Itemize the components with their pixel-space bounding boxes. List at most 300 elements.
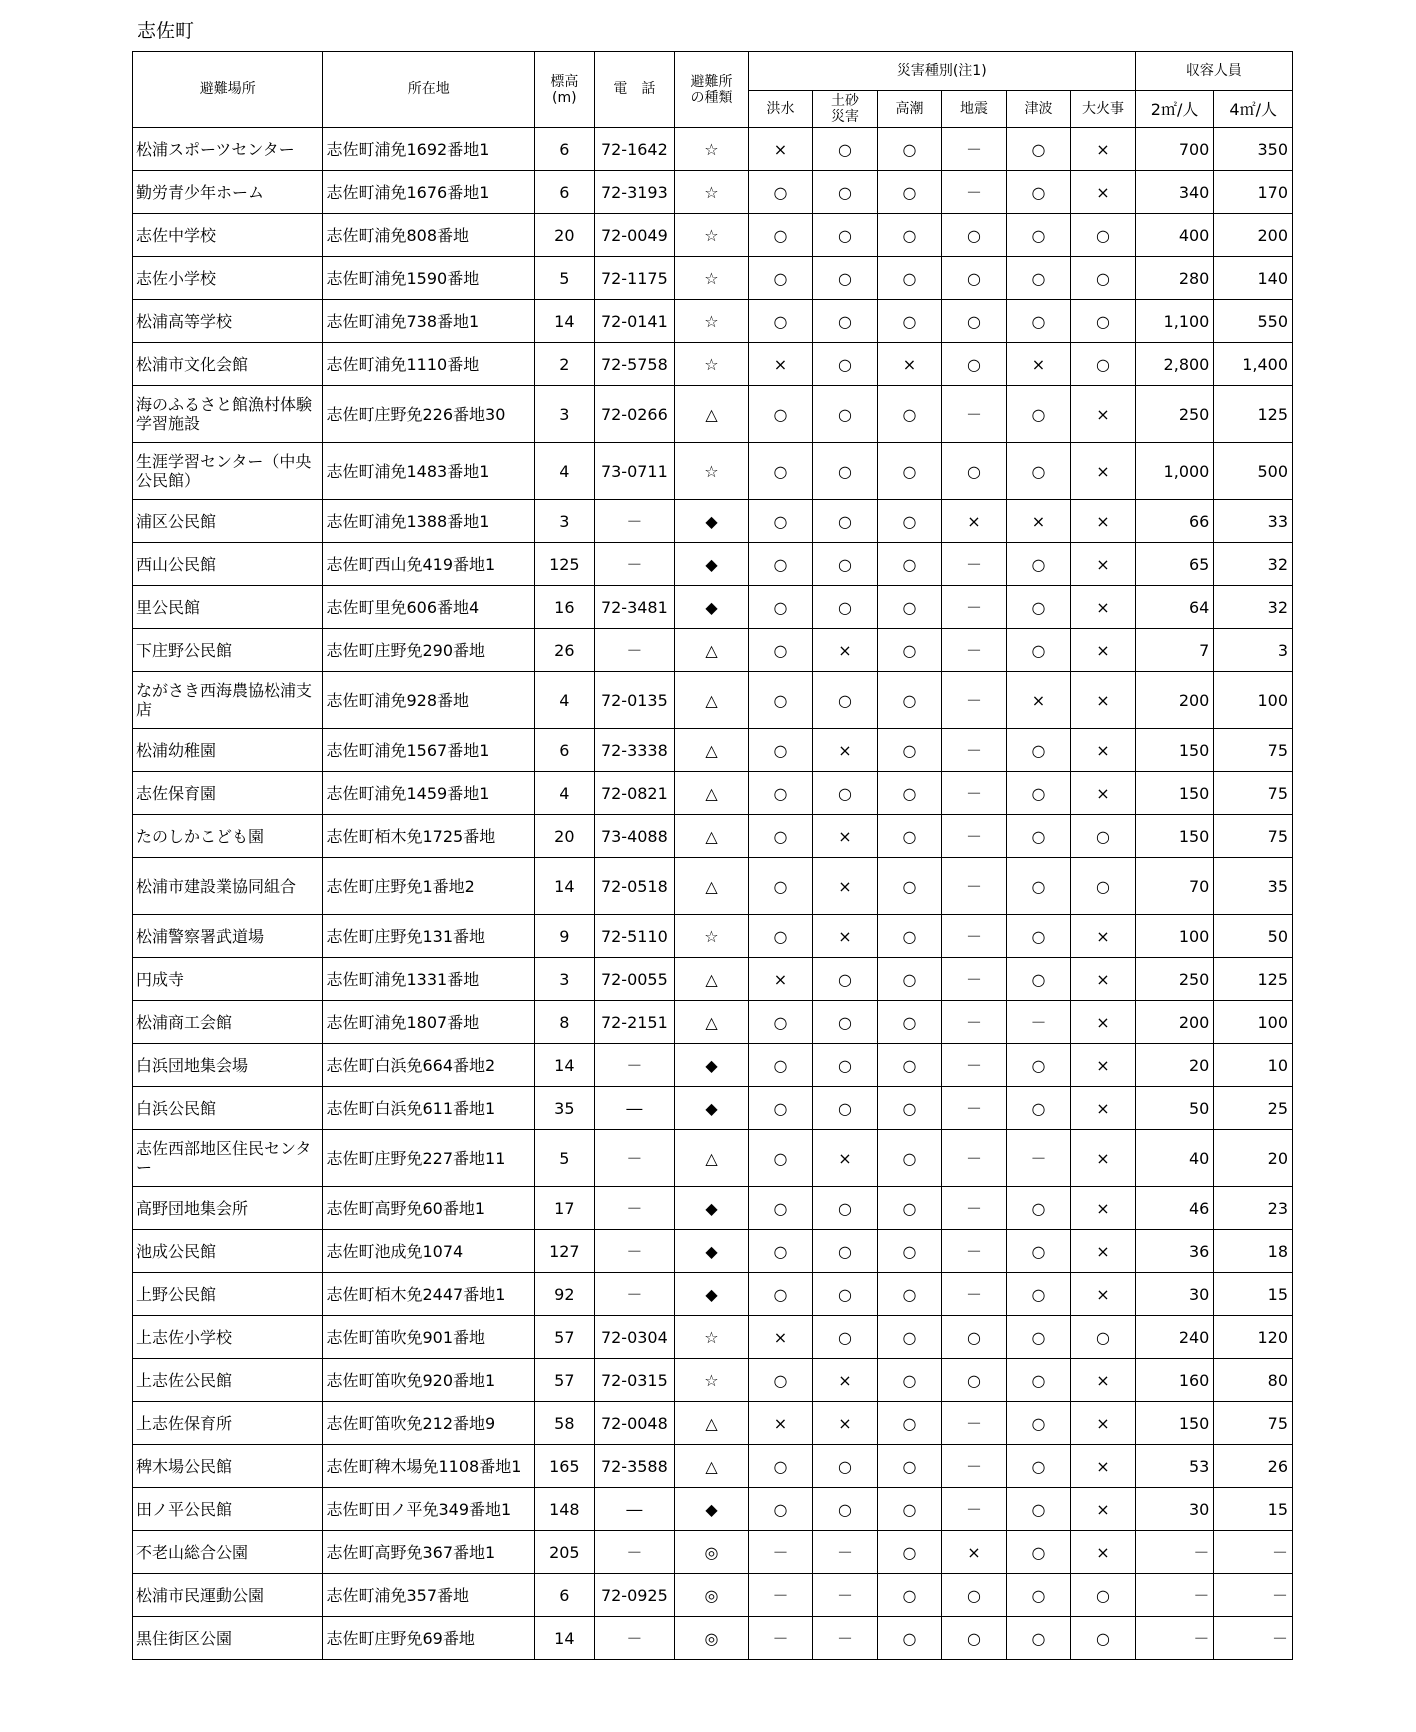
disaster-flag: ○ (813, 128, 878, 171)
capacity-4sqm: 15 (1214, 1488, 1293, 1531)
table-row (133, 1316, 1293, 1359)
shelter-elevation: 6 (535, 1574, 594, 1617)
shelter-phone: 72-2151 (594, 1001, 675, 1044)
capacity-4sqm: 32 (1214, 543, 1293, 586)
shelter-elevation: 8 (535, 1001, 594, 1044)
disaster-flag: ○ (1006, 858, 1071, 915)
capacity-4sqm: 75 (1214, 815, 1293, 858)
disaster-flag: ○ (877, 1273, 942, 1316)
shelter-name: 黒住街区公園 (133, 1617, 323, 1660)
capacity-2sqm: 1,000 (1135, 443, 1214, 500)
shelter-address: 志佐町庄野免131番地 (323, 915, 535, 958)
disaster-flag: ○ (748, 171, 813, 214)
shelter-elevation: 6 (535, 729, 594, 772)
shelter-elevation: 35 (535, 1087, 594, 1130)
shelter-name: 松浦市文化会館 (133, 343, 323, 386)
header-phone: 電 話 (594, 52, 675, 128)
shelter-phone: ― (594, 1087, 675, 1130)
capacity-4sqm: 15 (1214, 1273, 1293, 1316)
disaster-flag: ○ (942, 1359, 1007, 1402)
disaster-flag: ○ (1006, 958, 1071, 1001)
shelter-name: 志佐西部地区住民センター (133, 1130, 323, 1187)
shelter-type-symbol: △ (675, 672, 749, 729)
capacity-2sqm: 64 (1135, 586, 1214, 629)
disaster-flag: × (1071, 1531, 1136, 1574)
shelter-elevation: 3 (535, 958, 594, 1001)
table-row (133, 915, 1293, 958)
capacity-4sqm: 3 (1214, 629, 1293, 672)
disaster-flag: ○ (748, 1044, 813, 1087)
shelter-address: 志佐町田ノ平免349番地1 (323, 1488, 535, 1531)
disaster-flag: ○ (877, 815, 942, 858)
disaster-flag: － (942, 171, 1007, 214)
shelter-address: 志佐町笛吹免920番地1 (323, 1359, 535, 1402)
disaster-flag: × (1071, 1273, 1136, 1316)
disaster-flag: ○ (748, 1445, 813, 1488)
shelter-elevation: 57 (535, 1359, 594, 1402)
disaster-flag: ○ (748, 1488, 813, 1531)
capacity-4sqm: 80 (1214, 1359, 1293, 1402)
table-row (133, 1087, 1293, 1130)
shelter-address: 志佐町池成免1074 (323, 1230, 535, 1273)
shelter-elevation: 16 (535, 586, 594, 629)
shelter-phone: 72-3481 (594, 586, 675, 629)
capacity-2sqm: 65 (1135, 543, 1214, 586)
disaster-flag: ○ (877, 729, 942, 772)
disaster-flag: × (942, 1531, 1007, 1574)
capacity-2sqm: 70 (1135, 858, 1214, 915)
shelter-phone: ― (594, 1488, 675, 1531)
header-capacity-0: 2㎡/人 (1135, 91, 1214, 128)
shelter-name: 上野公民館 (133, 1273, 323, 1316)
disaster-flag: ○ (942, 1617, 1007, 1660)
disaster-flag: ○ (942, 1316, 1007, 1359)
shelter-type-symbol: ☆ (675, 1359, 749, 1402)
disaster-flag: × (1071, 1001, 1136, 1044)
shelter-elevation: 20 (535, 214, 594, 257)
table-row (133, 543, 1293, 586)
shelter-phone: 72-3588 (594, 1445, 675, 1488)
capacity-2sqm: 200 (1135, 1001, 1214, 1044)
table-row (133, 772, 1293, 815)
capacity-2sqm: 400 (1135, 214, 1214, 257)
capacity-2sqm: 150 (1135, 815, 1214, 858)
capacity-4sqm: 35 (1214, 858, 1293, 915)
disaster-flag: ○ (877, 772, 942, 815)
capacity-4sqm: 32 (1214, 586, 1293, 629)
disaster-flag: ○ (877, 300, 942, 343)
disaster-flag: × (748, 1316, 813, 1359)
capacity-4sqm: 140 (1214, 257, 1293, 300)
disaster-flag: × (942, 500, 1007, 543)
shelter-name: 生涯学習センター（中央公民館） (133, 443, 323, 500)
disaster-flag: ○ (877, 257, 942, 300)
header-disaster-0: 洪水 (748, 91, 813, 128)
disaster-flag: ○ (748, 629, 813, 672)
shelter-name: ながさき西海農協松浦支店 (133, 672, 323, 729)
disaster-flag: × (1071, 1230, 1136, 1273)
disaster-flag: ○ (813, 672, 878, 729)
disaster-flag: ○ (877, 915, 942, 958)
capacity-2sqm: － (1135, 1574, 1214, 1617)
disaster-flag: － (942, 1488, 1007, 1531)
shelter-type-symbol: ◆ (675, 1187, 749, 1230)
shelter-elevation: 6 (535, 171, 594, 214)
disaster-flag: ○ (1071, 214, 1136, 257)
capacity-2sqm: 700 (1135, 128, 1214, 171)
shelter-elevation: 6 (535, 128, 594, 171)
shelter-address: 志佐町浦免1388番地1 (323, 500, 535, 543)
disaster-flag: ○ (813, 500, 878, 543)
shelter-name: 志佐小学校 (133, 257, 323, 300)
shelter-address: 志佐町稗木場免1108番地1 (323, 1445, 535, 1488)
shelter-address: 志佐町笛吹免212番地9 (323, 1402, 535, 1445)
shelter-name: 浦区公民館 (133, 500, 323, 543)
disaster-flag: ○ (1006, 1187, 1071, 1230)
disaster-flag: ○ (1006, 171, 1071, 214)
shelter-name: 上志佐保育所 (133, 1402, 323, 1445)
disaster-flag: × (1071, 629, 1136, 672)
disaster-flag: × (1071, 443, 1136, 500)
table-row (133, 257, 1293, 300)
shelter-type-symbol: ☆ (675, 171, 749, 214)
table-row (133, 1531, 1293, 1574)
shelter-type-symbol: ☆ (675, 300, 749, 343)
shelter-elevation: 14 (535, 858, 594, 915)
disaster-flag: ○ (813, 300, 878, 343)
disaster-flag: × (1071, 1044, 1136, 1087)
disaster-flag: ○ (813, 1087, 878, 1130)
disaster-flag: ○ (748, 1359, 813, 1402)
disaster-flag: ○ (813, 958, 878, 1001)
disaster-flag: ○ (813, 772, 878, 815)
shelter-elevation: 5 (535, 1130, 594, 1187)
shelter-name: 白浜公民館 (133, 1087, 323, 1130)
shelter-name: 松浦高等学校 (133, 300, 323, 343)
shelter-elevation: 58 (535, 1402, 594, 1445)
header-disaster-group: 災害種別(注1) (748, 52, 1135, 91)
disaster-flag: ○ (1006, 1531, 1071, 1574)
disaster-flag: ○ (1006, 257, 1071, 300)
capacity-4sqm: 50 (1214, 915, 1293, 958)
shelter-address: 志佐町浦免1590番地 (323, 257, 535, 300)
disaster-flag: ○ (1071, 1574, 1136, 1617)
disaster-flag: ○ (1071, 1316, 1136, 1359)
table-row (133, 1044, 1293, 1087)
disaster-flag: ○ (1071, 300, 1136, 343)
disaster-flag: × (1071, 500, 1136, 543)
capacity-4sqm: 18 (1214, 1230, 1293, 1273)
disaster-flag: ○ (748, 1001, 813, 1044)
disaster-flag: － (942, 772, 1007, 815)
table-row (133, 214, 1293, 257)
disaster-flag: － (942, 586, 1007, 629)
shelter-address: 志佐町浦免928番地 (323, 672, 535, 729)
disaster-flag: ○ (942, 214, 1007, 257)
disaster-flag: × (813, 1130, 878, 1187)
disaster-flag: ○ (877, 443, 942, 500)
disaster-flag: ○ (877, 586, 942, 629)
disaster-flag: ○ (748, 443, 813, 500)
disaster-flag: － (942, 1445, 1007, 1488)
shelter-type-symbol: △ (675, 629, 749, 672)
shelter-type-symbol: ◆ (675, 1273, 749, 1316)
disaster-flag: ○ (1006, 915, 1071, 958)
disaster-flag: ○ (877, 1359, 942, 1402)
disaster-flag: － (813, 1617, 878, 1660)
shelter-elevation: 3 (535, 386, 594, 443)
disaster-flag: ○ (813, 1187, 878, 1230)
disaster-flag: × (1071, 1488, 1136, 1531)
table-row (133, 1402, 1293, 1445)
shelter-name: 高野団地集会所 (133, 1187, 323, 1230)
shelter-name: 池成公民館 (133, 1230, 323, 1273)
table-row (133, 729, 1293, 772)
capacity-4sqm: 75 (1214, 729, 1293, 772)
shelter-phone: 72-0055 (594, 958, 675, 1001)
capacity-2sqm: 53 (1135, 1445, 1214, 1488)
shelter-address: 志佐町庄野免226番地30 (323, 386, 535, 443)
disaster-flag: ○ (813, 1273, 878, 1316)
header-name: 避難場所 (133, 52, 323, 128)
disaster-flag: × (813, 858, 878, 915)
disaster-flag: － (942, 1187, 1007, 1230)
shelter-elevation: 14 (535, 300, 594, 343)
disaster-flag: × (813, 729, 878, 772)
capacity-4sqm: 23 (1214, 1187, 1293, 1230)
header-disaster-4: 津波 (1006, 91, 1071, 128)
shelter-phone: 73-4088 (594, 815, 675, 858)
shelter-address: 志佐町高野免60番地1 (323, 1187, 535, 1230)
disaster-flag: ○ (942, 443, 1007, 500)
table-row (133, 1617, 1293, 1660)
capacity-4sqm: 200 (1214, 214, 1293, 257)
shelter-type-symbol: △ (675, 958, 749, 1001)
shelter-phone: 72-5110 (594, 915, 675, 958)
shelter-elevation: 4 (535, 672, 594, 729)
disaster-flag: × (1071, 672, 1136, 729)
disaster-flag: × (813, 1402, 878, 1445)
disaster-flag: － (1006, 1130, 1071, 1187)
shelter-elevation: 26 (535, 629, 594, 672)
header-disaster-3: 地震 (942, 91, 1007, 128)
shelter-phone: － (594, 1187, 675, 1230)
shelter-type-symbol: △ (675, 858, 749, 915)
disaster-flag: × (1071, 729, 1136, 772)
table-row (133, 958, 1293, 1001)
shelter-phone: － (594, 543, 675, 586)
disaster-flag: × (1071, 1187, 1136, 1230)
shelter-name: 海のふるさと館漁村体験学習施設 (133, 386, 323, 443)
shelter-type-symbol: △ (675, 815, 749, 858)
disaster-flag: ○ (813, 386, 878, 443)
shelter-elevation: 17 (535, 1187, 594, 1230)
disaster-flag: ○ (877, 543, 942, 586)
capacity-4sqm: 120 (1214, 1316, 1293, 1359)
header-address: 所在地 (323, 52, 535, 128)
shelter-type-symbol: ☆ (675, 214, 749, 257)
shelter-type-symbol: ◆ (675, 1488, 749, 1531)
shelter-elevation: 127 (535, 1230, 594, 1273)
disaster-flag: － (942, 729, 1007, 772)
shelter-type-symbol: △ (675, 1130, 749, 1187)
disaster-flag: ○ (877, 1087, 942, 1130)
table-row (133, 386, 1293, 443)
disaster-flag: － (942, 1230, 1007, 1273)
header-elevation (535, 52, 594, 128)
capacity-2sqm: 100 (1135, 915, 1214, 958)
disaster-flag: ○ (877, 1044, 942, 1087)
disaster-flag: ○ (877, 958, 942, 1001)
capacity-2sqm: 250 (1135, 386, 1214, 443)
disaster-flag: ○ (942, 1574, 1007, 1617)
shelter-name: 不老山総合公園 (133, 1531, 323, 1574)
shelter-phone: － (594, 1273, 675, 1316)
capacity-2sqm: 46 (1135, 1187, 1214, 1230)
shelter-name: 松浦警察署武道場 (133, 915, 323, 958)
shelter-address: 志佐町浦免1331番地 (323, 958, 535, 1001)
shelter-address: 志佐町浦免1483番地1 (323, 443, 535, 500)
disaster-flag: ○ (813, 1488, 878, 1531)
table-row (133, 1001, 1293, 1044)
disaster-flag: ○ (1071, 1617, 1136, 1660)
shelter-name: 松浦幼稚園 (133, 729, 323, 772)
disaster-flag: ○ (877, 1230, 942, 1273)
disaster-flag: ○ (877, 1617, 942, 1660)
shelter-address: 志佐町西山免419番地1 (323, 543, 535, 586)
capacity-4sqm: 75 (1214, 772, 1293, 815)
shelter-name: 志佐中学校 (133, 214, 323, 257)
table-row (133, 1359, 1293, 1402)
shelter-address: 志佐町浦免1692番地1 (323, 128, 535, 171)
disaster-flag: ○ (1006, 729, 1071, 772)
disaster-flag: － (942, 1273, 1007, 1316)
capacity-2sqm: 250 (1135, 958, 1214, 1001)
shelter-phone: 72-0049 (594, 214, 675, 257)
shelter-type-symbol: ◆ (675, 543, 749, 586)
shelter-elevation: 4 (535, 772, 594, 815)
shelter-name: 西山公民館 (133, 543, 323, 586)
shelter-address: 志佐町高野免367番地1 (323, 1531, 535, 1574)
shelter-phone: 72-1175 (594, 257, 675, 300)
shelter-elevation: 57 (535, 1316, 594, 1359)
shelter-phone: 72-0304 (594, 1316, 675, 1359)
shelter-address: 志佐町浦免357番地 (323, 1574, 535, 1617)
disaster-flag: ○ (1006, 128, 1071, 171)
shelter-name: 上志佐公民館 (133, 1359, 323, 1402)
disaster-flag: － (748, 1531, 813, 1574)
disaster-flag: ○ (1006, 586, 1071, 629)
disaster-flag: × (1071, 1130, 1136, 1187)
shelter-phone: 72-0518 (594, 858, 675, 915)
disaster-flag: ○ (1006, 1359, 1071, 1402)
disaster-flag: ○ (748, 772, 813, 815)
shelter-name: 勤労青少年ホーム (133, 171, 323, 214)
shelter-phone: － (594, 1531, 675, 1574)
disaster-flag: － (748, 1617, 813, 1660)
shelter-phone: － (594, 1230, 675, 1273)
disaster-flag: × (748, 958, 813, 1001)
shelter-name: 松浦商工会館 (133, 1001, 323, 1044)
disaster-flag: ○ (748, 672, 813, 729)
disaster-flag: × (813, 629, 878, 672)
capacity-4sqm: － (1214, 1531, 1293, 1574)
shelter-address: 志佐町浦免1459番地1 (323, 772, 535, 815)
table-row (133, 443, 1293, 500)
disaster-flag: ○ (1006, 300, 1071, 343)
capacity-4sqm: 125 (1214, 386, 1293, 443)
disaster-flag: ○ (1006, 1617, 1071, 1660)
shelter-phone: 72-0141 (594, 300, 675, 343)
shelter-phone: 72-0135 (594, 672, 675, 729)
disaster-flag: ○ (1006, 772, 1071, 815)
shelter-type-symbol: ◆ (675, 1044, 749, 1087)
disaster-flag: ○ (1006, 443, 1071, 500)
disaster-flag: ○ (748, 1087, 813, 1130)
shelter-address: 志佐町里免606番地4 (323, 586, 535, 629)
disaster-flag: － (942, 958, 1007, 1001)
header-capacity-1: 4㎡/人 (1214, 91, 1293, 128)
table-row (133, 1445, 1293, 1488)
disaster-flag: － (942, 1130, 1007, 1187)
shelter-type-symbol: ◆ (675, 1230, 749, 1273)
disaster-flag: ○ (1006, 214, 1071, 257)
table-row (133, 815, 1293, 858)
capacity-2sqm: 36 (1135, 1230, 1214, 1273)
disaster-flag: ○ (748, 257, 813, 300)
disaster-flag: － (942, 1001, 1007, 1044)
table-body (133, 128, 1293, 1660)
table-row (133, 171, 1293, 214)
shelter-phone: － (594, 500, 675, 543)
table-row (133, 500, 1293, 543)
disaster-flag: ○ (942, 343, 1007, 386)
capacity-2sqm: 20 (1135, 1044, 1214, 1087)
disaster-flag: × (1071, 958, 1136, 1001)
table-header (133, 52, 1293, 128)
disaster-flag: ○ (813, 1316, 878, 1359)
header-shelter-type (675, 52, 749, 128)
capacity-2sqm: 150 (1135, 772, 1214, 815)
header-elevation-line2: (m) (552, 89, 577, 106)
shelter-phone: － (594, 629, 675, 672)
capacity-2sqm: 50 (1135, 1087, 1214, 1130)
shelter-name: 下庄野公民館 (133, 629, 323, 672)
capacity-2sqm: 150 (1135, 729, 1214, 772)
disaster-flag: ○ (877, 214, 942, 257)
capacity-2sqm: 2,800 (1135, 343, 1214, 386)
disaster-flag: × (748, 343, 813, 386)
capacity-2sqm: 30 (1135, 1488, 1214, 1531)
disaster-flag: － (942, 672, 1007, 729)
disaster-flag: × (1071, 171, 1136, 214)
shelter-elevation: 5 (535, 257, 594, 300)
header-type-line1: 避難所 (690, 73, 733, 90)
disaster-flag: － (942, 1087, 1007, 1130)
capacity-4sqm: 33 (1214, 500, 1293, 543)
shelter-type-symbol: ☆ (675, 443, 749, 500)
capacity-2sqm: 340 (1135, 171, 1214, 214)
disaster-flag: × (813, 815, 878, 858)
disaster-flag: ○ (877, 1001, 942, 1044)
disaster-flag: ○ (1006, 1574, 1071, 1617)
shelter-type-symbol: ◎ (675, 1617, 749, 1660)
shelter-address: 志佐町栢木免2447番地1 (323, 1273, 535, 1316)
disaster-flag: ○ (1006, 1488, 1071, 1531)
shelter-phone: 72-1642 (594, 128, 675, 171)
disaster-flag: － (942, 915, 1007, 958)
disaster-flag: ○ (877, 1531, 942, 1574)
